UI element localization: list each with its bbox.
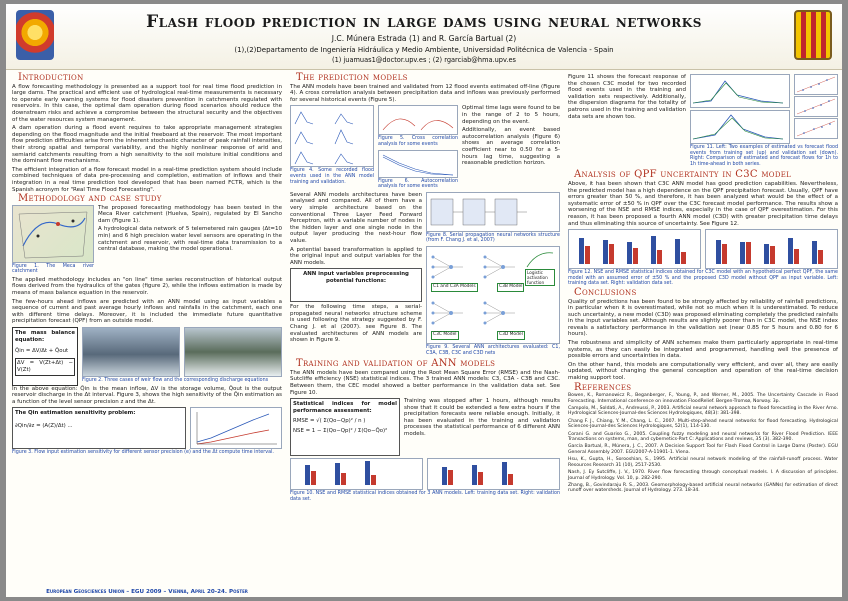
validation-event-chart bbox=[690, 110, 790, 144]
references-heading: References bbox=[574, 381, 632, 393]
bar bbox=[311, 471, 316, 485]
fig12-row bbox=[568, 229, 838, 269]
reference-item: Campolo, M., Soldati, A., Andreussi, P., 2003. Artificial neural network approach to flood forecasting in the River Arno. Hydrological Sciences-Journal-des Sciences Hydrologiques, 48(3): 381-398. bbox=[568, 406, 838, 417]
sensitivity-box bbox=[12, 407, 186, 449]
stat-indices-box bbox=[290, 398, 400, 456]
mass-balance-row bbox=[12, 327, 282, 386]
bar bbox=[633, 248, 638, 264]
conclusions-heading: Conclusions bbox=[574, 286, 637, 298]
train-p2: Training was stopped after 1 hours, although results show that it could be extended a few extra hours if the precipitation forecasts were reliable enough. Initially, it has been evaluated in the training and validation processes the statistical performance of 6 different ANN models. bbox=[404, 398, 560, 438]
fig5-caption: Figure 5. Cross correlation analysis for some events bbox=[378, 136, 458, 147]
affiliation: (1),(2)Departamento de Ingeniería Hidráulica y Medio Ambiente, Universidad Politécnica de Valencia - Spain bbox=[234, 46, 614, 54]
bar bbox=[681, 252, 686, 264]
egu-logo bbox=[16, 10, 54, 60]
bar bbox=[603, 240, 608, 264]
cross-correlation-chart bbox=[378, 105, 458, 135]
bar bbox=[770, 246, 775, 264]
reference-item: Chang F. J., Chiang, Y. M., Chang, L. C., 2007. Multi-step-ahead neural networks for flood forecasting. Hydrological Sciences-Journal-des Sciences Hydrologiques, 52(1), 114-130. bbox=[568, 418, 838, 430]
catchment-map bbox=[12, 205, 94, 263]
method-row bbox=[12, 205, 282, 277]
emails: (1) juamuas1@doctor.upv.es ; (2) rgarciab@hma.upv.es bbox=[332, 56, 516, 64]
stat-eq2: NSE = 1 − Σ(Qo−Qp)² / Σ(Qo−Q̄o)² bbox=[293, 428, 388, 435]
pred-figs-row bbox=[290, 105, 560, 191]
bar bbox=[794, 249, 799, 264]
train-row bbox=[290, 398, 560, 456]
preprocessing-box bbox=[290, 268, 422, 302]
bar bbox=[716, 240, 721, 264]
weir-photo-2 bbox=[184, 327, 282, 377]
conclusions-p3: On the other hand, this models are computationally very efficient, and over all, they are easily updated, without changing the general conception and operation of the real-time decision making support tool. bbox=[568, 361, 838, 382]
sensitivity-chart bbox=[190, 407, 282, 449]
column-left bbox=[12, 72, 282, 458]
bar bbox=[448, 470, 453, 485]
stat-eq1: RMSE = √( Σ(Qo−Qp)² / n ) bbox=[293, 418, 366, 425]
fig6-caption: Figure 6. Autocorrelation analysis for some events bbox=[378, 178, 458, 190]
fig8-caption: Figure 8. Serial propagation neural networks structure (from F. Chang J. et al, 2007) bbox=[426, 232, 560, 244]
sensitivity-title: The Qin estimation sensitivity problem: bbox=[15, 410, 136, 417]
method-heading: Methodology and case study bbox=[18, 193, 162, 205]
serial-propagation-diagram bbox=[426, 192, 560, 232]
fig11-caption: Figure 11. Left: Two examples of estimated vs forecast flood events from training set (up) and validation set (down). Right: Comparison of estimated and forecast flows for 1h to 1h time-ahead in both series. bbox=[690, 145, 838, 167]
nse-rmse-training-chart bbox=[290, 458, 423, 490]
authors: J.C. Múnera Estrada (1) and R. García Bartual (2) bbox=[331, 34, 517, 43]
university-logo bbox=[794, 10, 832, 60]
sensitivity-eq: ∂Qin/∂z = (A(Z)/Δt) ... bbox=[15, 423, 73, 430]
reference-item: Bowen, K., Romanowicz R., Beganberger, F., Young, P., and Werner, M., 2005. The Uncertainty Cascade in Flood Forecasting. International conference on innovation FloodRelief. Bergen-Tromsø, Norway. 3p. bbox=[568, 393, 838, 404]
bar bbox=[609, 244, 614, 264]
bar bbox=[585, 246, 590, 264]
pred-side1: Optimal time lags were found to be in the range of 2 to 5 hours, depending on the event. bbox=[462, 105, 560, 125]
weir-photo-1 bbox=[82, 327, 180, 377]
bar bbox=[472, 465, 477, 485]
train-p1: The ANN models have been compared using the Root Mean Square Error (RMSE) and the Nash-Sutcliffe efficiency (NSE) statistical indices. The 3 trained ANN models: C3, C3A - C3B and C3C. Between them, the CEC model showed a better performance in the validation data set. See Figure 10. bbox=[290, 369, 560, 396]
nn-label-logistic: Logistic activation function bbox=[525, 269, 555, 286]
ann-architectures-diagram bbox=[426, 246, 560, 344]
fig12-caption: Figure 12. NSE and RMSE statistical indices obtained for C3C model with an hypothetical perfect QPF, the same model with an assumed error of ±50 % and the proposed C3D model without QPF as input variable. Left: training data set. Right: validation data set. bbox=[568, 270, 838, 287]
nn-label-c3b: C3B Model bbox=[497, 283, 524, 292]
conclusions-p2: The robustness and simplicity of ANN schemes make them particularly appropriate in real-time systems, as they can easily be integrated and programmed, handling well the presence of possible errors and uncertainties in data. bbox=[568, 340, 838, 360]
method-p1: The proposed forecasting methodology has been tested in the Meca River catchment (Huelva, Spain), regulated by El Sancho dam (Figure 1). bbox=[98, 204, 282, 224]
training-event-chart bbox=[690, 74, 790, 108]
qpf-heading: Analysis of QPF uncertainty in C3C model bbox=[574, 169, 792, 181]
reference-item: Hsu, K., Gupta, H., Sorooshian, S., 1995. Artificial neural network modeling of the rainfall-runoff process. Water Resources Research 31 (10), 2517-2530. bbox=[568, 457, 838, 468]
c3c-p1: Figure 11 shows the forecast response of the chosen C3C model for two recorded flood events used in the training and validation sets respectively. Additionally, the dispersion diagrams for the totality of patrons used in the training and validation data sets are shown too. bbox=[568, 74, 686, 120]
bar bbox=[740, 242, 745, 264]
poster-title: Flash flood prediction in large dams using neural networks bbox=[146, 12, 702, 32]
intro-p1: A flow forecasting methodology is presented as a support tool for real time flood prediction in large dams. The practical and efficient use of hydrological real-time measurements is necessary to operate early warning systems for flood disasters prevention in catchments regulated with reservoirs. In this case, the optimal dam operation during flood scenarios should reduce the downstream risks and achieve a compromise between the structural security and the objectives of the water resources system management. bbox=[12, 83, 282, 123]
bar bbox=[371, 475, 376, 485]
bar bbox=[478, 472, 483, 485]
mass-balance-title: The mass balance equation: bbox=[15, 330, 75, 344]
flood-events-chart bbox=[290, 105, 374, 167]
method-p4: The few-hours ahead inflows are predicted with an ANN model using as input variables a sequence of current and past average hourly inflows and rainfalls in the catchment, each one with different time delays. Moreover, it is included the immediate future quantitative precipitation forecast (QPF) from an outside model. bbox=[12, 298, 282, 325]
scatter-chart-3 bbox=[794, 118, 838, 139]
bar bbox=[722, 244, 727, 264]
poster-footer: European Geosciences Union – EGU 2009 – Vienna, April 20-24. Poster bbox=[46, 589, 248, 595]
bar bbox=[442, 467, 447, 485]
bar bbox=[335, 463, 340, 485]
qpf-training-chart bbox=[568, 229, 701, 269]
pred-p3: A potential based transformation is applied to the original input and output variables for the ANN models. bbox=[290, 246, 422, 266]
qpf-p: Above, it has been shown that C3C ANN model has good prediction capabilities. Nevertheless, the predicted model has a high dependence on the QPF precipitation forecast. Usually, QPF have errors greater than 50 %, and therefore, it has been analyzed what would be the effect of a systematic error of ±50 % in QPF over the C3C forecast model performance. The results show a worsening of the NSE and RMSE indices, especially in the case of QPF overestimation. For this reason, it has been proposed a fourth ANN model (C3D) with greater precipitation time delays and thus eliminating this source of uncertainty. See Figure 12. bbox=[568, 180, 838, 227]
conclusions-p1: Quality of predictions has been found to be strongly affected by reliability of rainfall predictions, in particular when it is overestimated, while not so much when it is underestimated. To reduce such uncertainty, a new model (C3D) was proposed eliminating completely the predicted rainfalls in the input variables set. Although results are slightly poorer than in C3C model, the NSE index reveals a satisfactory performance in the validation set (near 0.85 for 5 hours and 0.80 for 6 hours). bbox=[568, 298, 838, 338]
mass-balance-box bbox=[12, 327, 78, 386]
bar bbox=[502, 462, 507, 485]
column-right bbox=[568, 72, 838, 496]
nn-label-c3c: C3C Model bbox=[431, 331, 459, 340]
train-heading: Training and validation of ANN models bbox=[296, 358, 496, 370]
nse-rmse-validation-chart bbox=[427, 458, 560, 490]
poster-header bbox=[6, 4, 842, 70]
poster bbox=[6, 4, 842, 597]
bar bbox=[305, 465, 310, 485]
intro-heading: Introduction bbox=[18, 72, 84, 83]
scatter-chart-2 bbox=[794, 96, 838, 117]
fig4-caption: Figure 4. Some recorded flood events used in the ANN model training and validation. bbox=[290, 168, 374, 185]
bar bbox=[651, 236, 656, 264]
pred-side2: Additionally, an event based autocorrelation analysis (Figure 6) shows an average correlation coefficient near to 0.50 for a 5-hours lag time, suggesting a reasonable prediction horizon. bbox=[462, 127, 560, 167]
fig11-row bbox=[568, 74, 838, 169]
column-middle bbox=[290, 72, 560, 504]
bar bbox=[812, 241, 817, 264]
mass-balance-eq1: Q̄in = ΔV/Δt + Q̄out bbox=[15, 348, 69, 355]
bar bbox=[579, 238, 584, 264]
method-p2: A hydrological data network of 5 telemetered rain gauges (Δt=10 min) and 6 high precision water level sensors are operating in the catchment and reservoir, with real-time data transmission to a central database, making the model operational. bbox=[98, 226, 282, 253]
bar bbox=[818, 250, 823, 264]
bar bbox=[764, 244, 769, 264]
pred-p1: The ANN models have been trained and validated from 12 flood events estimated off-line (Figure 4). A cross correlation analysis between precipitation data and inflows was previously performed for several historical events (Figure 5). bbox=[290, 83, 560, 103]
pred-p2: Several ANN models architectures have been analysed and compared. All of them have a very simple architecture based on the conventional Three Layer Feed Forward Perceptron, with a variable number of nodes in the hidden layer and one single node in the output layer producing the next-hour flow value. bbox=[290, 191, 422, 244]
reference-item: García Bartual, R., Múnera, J. C., 2007. A Decision Support Tool for Flash Flood Control in Large Dams (Poster). EGU General Assembly 2007. EGU2007-A-11901-1. Viena. bbox=[568, 444, 838, 455]
sensitivity-row bbox=[12, 407, 282, 449]
intro-p2: A dam operation during a flood event requires to take appropriate management strategies depending on the flood magnitude and the initial freeboard at the reservoir. The most important flow prediction difficulties arise from the inherent stochastic character of peak rainfall intensities, their strong spatial and temporal variability, and the highly nonlinear response of arid and semiarid catchments resulting from a high sensitivity to the soil moisture initial conditions and the dominant flow mechanisms. bbox=[12, 125, 282, 165]
scatter-chart-1 bbox=[794, 74, 838, 95]
reference-item: Corani G. and Guariso G., 2005. Coupling fuzzy modeling and neural networks for River Flood Prediction. IEEE Transactions on systems, man, and cybernetics-Part C: Applications and reviews, 35 (3). 382-390. bbox=[568, 431, 838, 443]
nn-label-c3d: C3D Model bbox=[497, 331, 525, 340]
stat-title: Statistical indices for model performance assessment: bbox=[293, 401, 397, 415]
bar bbox=[675, 239, 680, 264]
fig1-caption: Figure 1. The Meca river catchment bbox=[12, 263, 94, 275]
fig11-charts bbox=[690, 74, 838, 144]
fig3-caption: Figure 3. Flow input estimation sensitivity for different sensor precision (e) and the Δt compute time interval. bbox=[12, 450, 274, 456]
fig10-row bbox=[290, 458, 560, 490]
bar bbox=[788, 238, 793, 264]
fig10-caption: Figure 10. NSE and RMSE statistical indices obtained for 3 ANN models. Left: training data set. Right: validation data set. bbox=[290, 491, 560, 502]
bar bbox=[508, 474, 513, 485]
fig9-caption: Figure 9. Several ANN architectures evaluated: C1, C3A, C3B, C3C and C3D nets bbox=[426, 344, 560, 356]
reference-item: Zhang, B., Govindaraju R. S., 2003. Geomorphology-based artificial neural networks (GANNs) for estimation of direct runoff over watersheds. Journal of Hydrology. 273. 18-34. bbox=[568, 482, 838, 494]
bar bbox=[365, 461, 370, 485]
bar bbox=[627, 242, 632, 264]
mass-balance-eq2: ΔV = V(Zt+Δt) − V(Zt) bbox=[15, 358, 75, 376]
nn-label-c1: C1 and C3A Models bbox=[431, 283, 478, 292]
preprocessing-title: ANN input variables preprocessing potential functions: bbox=[303, 271, 409, 285]
bar bbox=[341, 473, 346, 485]
fig2-caption: Figure 2. Three cases of weir flow and the corresponding discharge equations bbox=[82, 378, 269, 384]
pred-heading: The prediction models bbox=[296, 72, 408, 83]
references-list bbox=[568, 393, 838, 494]
weir-photos bbox=[82, 327, 282, 377]
qpf-validation-chart bbox=[705, 229, 838, 269]
bar bbox=[657, 250, 662, 264]
autocorrelation-chart bbox=[378, 150, 458, 178]
method-p5: In the above equation: Q̄in is the mean inflow, ΔV is the storage volume, Q̄out is the output reservoir discharge in the Δt interval. Figure 3, shows the high sensitivity of the Q̄in estimation as a function of the level sensor precision z and the Δt. bbox=[12, 385, 282, 405]
bar bbox=[746, 242, 751, 264]
method-p3: The applied methodology includes an "on line" time series reconstruction of historical output flows derived from the hydraulics of the gates (figure 2), while the inflows estimation is made by means of mass balance equation in the reservoir. bbox=[12, 276, 282, 297]
intro-p3: The efficient integration of a flow forecast model in a real-time prediction system should include combined techniques of data pre-processing and completion, estimation of inflows and their integration in a real time prediction tool developed that has been named FCTR, which is the Spanish acronym for "Real Time Flood Forecasting". bbox=[12, 166, 282, 193]
pred-p4: For the following time steps, a serial-propagated neural networks structure scheme is used following the strategy suggested by F. Chang J. et al (2007). see Figure 8. The evaluated architectures of ANN models are shown in Figure 9. bbox=[290, 304, 422, 344]
ann-row bbox=[290, 192, 560, 358]
reference-item: Nash, J. Ey Sutcliffe, J. V., 1970. River flow forecasting through conceptual models. I. A discussion of principles. Journal of Hydrology. Vol. 10, p. 282-290. bbox=[568, 470, 838, 481]
